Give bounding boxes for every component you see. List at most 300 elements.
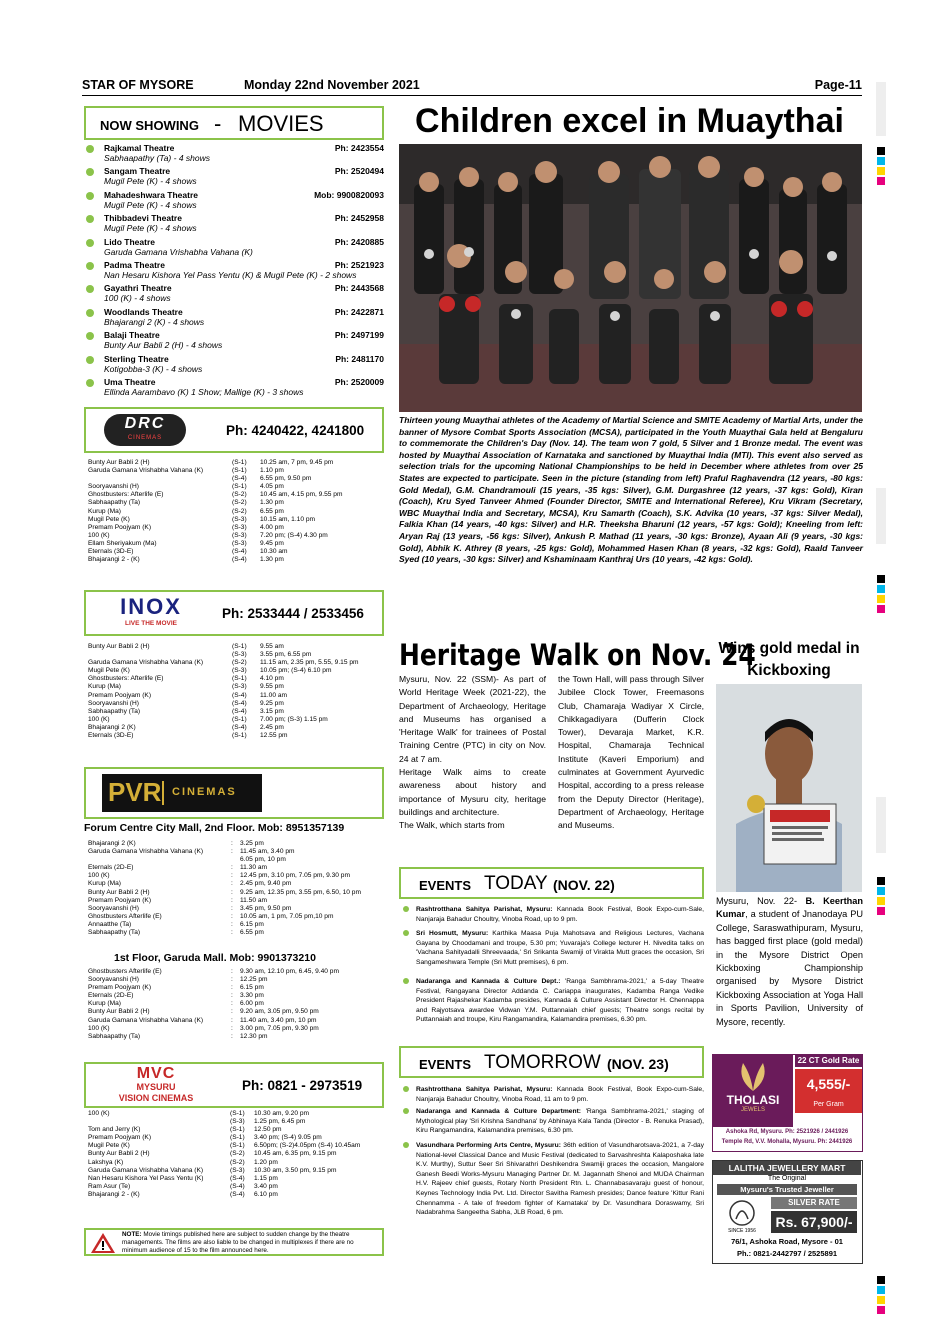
muaythai-photo: [399, 144, 862, 412]
issue-date: Monday 22nd November 2021: [244, 78, 420, 92]
warning-icon: [90, 1232, 116, 1254]
registration-mark: [877, 575, 885, 583]
theatre-entry: [84, 237, 384, 259]
events-today-title: TODAY: [484, 873, 548, 894]
theatre-films: Mugil Pete (K) - 4 shows: [104, 199, 197, 210]
muaythai-group-illustration: [399, 144, 862, 412]
schedule-screen: (S-1): [232, 483, 247, 491]
schedule-row: [88, 1175, 378, 1183]
schedule-times: 10.05 pm; (S-4) 6.10 pm: [260, 667, 332, 675]
schedule-row: [88, 659, 378, 667]
theatre-phone: Ph: 2481170: [335, 353, 384, 364]
registration-mark: [877, 1296, 885, 1304]
schedule-row: [88, 1142, 378, 1150]
schedule-times: 10.05 am, 1 pm, 7.05 pm,10 pm: [240, 912, 334, 920]
schedule-row: [88, 700, 378, 708]
schedule-screen: :: [231, 929, 233, 937]
schedule-screen: :: [231, 840, 233, 847]
theatre-films: Sabhaapathy (Ta) - 4 shows: [104, 153, 210, 163]
schedule-film: Premam Poojyam (K): [88, 523, 152, 531]
schedule-screen: (S-3): [232, 531, 247, 539]
schedule-row: [88, 992, 378, 1000]
schedule-screen: :: [231, 912, 233, 920]
tholasi-name: THOLASI: [726, 1093, 780, 1107]
schedule-film: Ghostbusters Afterlife (E): [88, 968, 162, 975]
kick-body: , a student of Jnanodaya PU College, Saraswathipuram, Mysuru, has bagged first place (gold medal) in the Mysore District Open Kickboxing Championship organised by Mysore District Kickboxing Association at Yoga Hall in Sports Pavilion, University of Mysore, recently.: [716, 909, 863, 1027]
lalitha-tagline: Mysuru's Trusted Jeweller: [717, 1184, 857, 1195]
event-item: [416, 905, 704, 924]
bullet-icon: [403, 1086, 409, 1092]
mvc-logo-name1: MYSURU: [136, 1082, 176, 1092]
events-today-label: EVENTS: [419, 878, 472, 893]
note-text: [122, 1231, 380, 1254]
kick-name: B. Keerthan Kumar: [716, 896, 863, 920]
theatre-name: Gayathri Theatre: [104, 283, 172, 294]
theatre-phone: Ph: 2497199: [334, 330, 384, 341]
theatre-phone: Ph: 2520009: [334, 377, 384, 387]
schedule-times: 12.25 pm: [240, 976, 268, 984]
bullet-icon: [86, 356, 94, 364]
event-item: [416, 929, 704, 967]
schedule-screen: (S-1): [232, 715, 247, 723]
schedule-film: Annaatthe (Ta): [88, 920, 132, 928]
schedule-film: Eternals (2D-E): [88, 992, 134, 1000]
pvr-location-2: 1st Floor, Garuda Mall. Mob: 9901373210: [114, 952, 316, 964]
schedule-times: 10.25 am, 7 pm, 9.45 pm: [260, 459, 334, 466]
schedule-times: 3.40 pm; (S-4) 9.05 pm: [254, 1134, 322, 1142]
schedule-film: 100 (K): [88, 531, 110, 539]
schedule-screen: (S-4): [232, 691, 247, 699]
schedule-row: [88, 499, 378, 507]
bullet-icon: [86, 192, 94, 200]
event-text: 36th edition of Vasundharotsava-2021, a 7-day National-level Classical Dance and Music Festival (dedicated to Sarvashreshta Kalaposhaka late K.V. Murthy), Suttur Seer Sri Shivarathri Deshikendra Swamiji graces the occasion, Mangalore Ganesh Beedi Works-Mysuru Managing Partner Dr. M. Jagannath Shenoi and MUDA Chairman H.V. Rajeev chief guests, Rotary North President Rtn. L. Channabasavaraju guest of honour, Keynes Technology India Pvt. Ltd. Director Savitha Ramesh presides; Dance feature 'Kittur Rani Chennamma - A tale of freedom fighter of Karnataka' by Dr. Vasundhara Doraswamy, Sri Nadabrahma Sangeetha Sabha, JLB Road, 6 pm.: [416, 1142, 704, 1217]
schedule-times: 10.30 am: [260, 548, 288, 556]
schedule-film: Mugil Pete (K): [88, 515, 130, 523]
schedule-times: 12.50 pm: [254, 1126, 282, 1134]
schedule-times: 6.10 pm: [254, 1190, 278, 1198]
schedule-film: Bhajarangi 2 (K): [88, 840, 136, 847]
schedule-row: [88, 667, 378, 675]
schedule-row: [88, 716, 378, 724]
bullet-icon: [86, 168, 94, 176]
lalitha-phone: Ph.: 0821-2442797 / 2525891: [736, 1249, 838, 1258]
theatre-entry: [84, 213, 384, 235]
schedule-times: 9.20 am, 3.05 pm, 9.50 pm: [240, 1008, 319, 1016]
schedule-row: [88, 1134, 378, 1142]
registration-mark: [877, 147, 885, 155]
bullet-icon: [403, 906, 409, 912]
drc-phone: Ph: 4240422, 4241800: [226, 423, 365, 438]
schedule-screen: (S-3): [232, 539, 247, 547]
theatre-phone: Mob: 9900820093: [314, 189, 384, 200]
bullet-icon: [403, 1142, 409, 1148]
schedule-film: Mugil Pete (K): [88, 1142, 130, 1150]
theatre-name: Woodlands Theatre: [104, 306, 183, 317]
schedule-screen: :: [231, 1016, 233, 1024]
schedule-screen: (S-1): [232, 467, 247, 475]
schedule-film: Garuda Gamana Vrishabha Vahana (K): [88, 1016, 204, 1024]
pvr-logo-divider: [162, 781, 164, 805]
schedule-screen: (S-4): [232, 548, 247, 556]
schedule-film: Garuda Gamana Vrishabha Vahana (K): [88, 467, 204, 475]
mvc-logo: [96, 1066, 216, 1106]
schedule-film: Ghostbusters: Afterlife (E): [88, 491, 164, 499]
event-text: 'Ranga Sambhrama-2021,' a 5-day Theatre Festival, Rangayana Director Addanda C. Cariappa inaugurates, Kadamba Ranga Vedike President Rajashekar Kadamba presides, Kannada & Culture Assistant Director H. Chennappa and Rajyotsava awardee Vidwan Y.M. Puttannaiah chief guests; Theatre songs recital by Puttannaiah and troupe, Kiru Rangamandira, Kalamandira premises, 6.30 pm.: [416, 978, 705, 1024]
tholasi-logo-panel: [713, 1055, 793, 1127]
schedule-screen: :: [231, 1000, 233, 1008]
schedule-times: 11.50 am: [240, 896, 268, 904]
kick-photo: [716, 684, 862, 892]
schedule-times: 3.45 pm, 9.50 pm: [240, 904, 292, 912]
schedule-times: 6.55 pm: [260, 507, 284, 515]
schedule-screen: (S-3): [232, 683, 247, 691]
schedule-screen: (S-1): [230, 1142, 245, 1150]
theatre-films: Mugil Pete (K) - 4 shows: [104, 223, 197, 234]
schedule-times: 6.55 pm: [240, 929, 264, 937]
bullet-icon: [86, 332, 94, 340]
events-tomorrow-header: [399, 1046, 704, 1078]
schedule-screen: (S-1): [230, 1110, 245, 1117]
schedule-times: 10.45 am, 6.35 pm, 9.15 pm: [254, 1150, 337, 1158]
event-item: [416, 1107, 704, 1136]
schedule-times: 4.10 pm: [260, 675, 284, 683]
note-box: [84, 1228, 384, 1256]
schedule-screen: (S-1): [232, 459, 247, 466]
schedule-screen: (S-2): [230, 1158, 245, 1166]
schedule-times: 12.45 pm, 3.10 pm, 7.05 pm, 9.30 pm: [240, 872, 350, 880]
schedule-film: Sabhaapathy (Ta): [88, 499, 141, 507]
bullet-icon: [86, 285, 94, 293]
schedule-row: [88, 872, 378, 880]
schedule-screen: (S-2): [232, 491, 247, 499]
schedule-row: [88, 548, 378, 556]
events-tomorrow-label: EVENTS: [419, 1057, 472, 1072]
theatre-name: Uma Theatre: [104, 377, 156, 387]
schedule-row: [88, 683, 378, 691]
events-today-date: (NOV. 22): [553, 877, 615, 893]
schedule-times: 4.05 pm: [260, 483, 284, 491]
event-lead: Nadaranga and Kannada & Culture Department:: [416, 1108, 582, 1115]
lalitha-rate-label: SILVER RATE: [771, 1197, 857, 1209]
lalitha-price: Rs. 67,900/-: [771, 1211, 857, 1233]
schedule-row: [88, 921, 378, 929]
schedule-times: 1.10 pm: [260, 467, 284, 475]
schedule-row: [88, 643, 378, 651]
schedule-screen: :: [231, 992, 233, 1000]
schedule-times: 7.20 pm; (S-4) 4.30 pm: [260, 531, 328, 539]
schedule-row: [88, 1025, 378, 1033]
lalitha-ad: [712, 1160, 863, 1264]
margin-strip: [876, 797, 886, 853]
theatre-entry: [84, 377, 384, 399]
schedule-times: 11.00 am: [260, 691, 288, 699]
schedule-film: Kurup (Ma): [88, 1000, 121, 1008]
schedule-row: [88, 540, 378, 548]
theatre-phone: Ph: 2520494: [334, 166, 384, 177]
theatre-films: Kotigobba-3 (K) - 4 shows: [104, 363, 203, 374]
heritage-col-1: Mysuru, Nov. 22 (SSM)- As part of World Heritage Week (2021-22), the Department of Archaeology, Heritage and Museums has organised a 'Heritage Walk' for trainees of Postal Training Centre (PTC) in city on Nov. 24 at 7 am. Heritage Walk aims to create awareness about history and importance of Mysuru city, heritage buildings and architecture. The Walk, which starts from: [399, 674, 546, 831]
schedule-row: [88, 532, 378, 540]
theatre-name: Mahadeshwara Theatre: [104, 189, 199, 200]
schedule-row: [88, 1000, 378, 1008]
bullet-icon: [86, 239, 94, 247]
tholasi-ad: [712, 1054, 863, 1152]
schedule-film: Kurup (Ma): [88, 683, 121, 691]
registration-mark: [877, 177, 885, 185]
schedule-film: Sabhaapathy (Ta): [88, 929, 141, 937]
theatre-films: Ellinda Aarambavo (K) 1 Show; Mallige (K) - 3 shows: [104, 387, 304, 397]
schedule-times: 11.45 am, 3.40 pm: [240, 848, 295, 856]
paper-name: STAR OF MYSORE: [82, 78, 194, 92]
pvr-logo-sub: CINEMAS: [172, 786, 237, 798]
schedule-film: Garuda Gamana Vrishabha Vahana (K): [88, 659, 204, 667]
schedule-screen: :: [231, 1024, 233, 1032]
schedule-film: Bhajarangi 2 - (K): [88, 1190, 140, 1198]
schedule-times: 10.45 am, 4.15 pm, 9.55 pm: [260, 491, 343, 499]
bullet-icon: [403, 930, 409, 936]
lalitha-emblem-icon: [727, 1199, 757, 1227]
heritage-headline: Heritage Walk on Nov. 24: [399, 638, 756, 672]
schedule-row: [88, 556, 378, 564]
theatre-films: Mugil Pete (K) - 4 shows: [104, 176, 197, 187]
schedule-screen: :: [231, 976, 233, 984]
schedule-film: Premam Poojyam (K): [88, 691, 152, 699]
schedule-film: Sooryavanshi (H): [88, 699, 139, 707]
schedule-film: Bhajarangi 2 (K): [88, 723, 136, 731]
schedule-row: [88, 1167, 378, 1175]
schedule-screen: (S-1): [232, 643, 247, 650]
mvc-phone: Ph: 0821 - 2973519: [242, 1078, 363, 1093]
registration-mark: [877, 585, 885, 593]
theatre-name: Padma Theatre: [104, 260, 165, 270]
schedule-screen: (S-4): [230, 1190, 245, 1198]
schedule-row: [88, 848, 378, 856]
lalitha-name: LALITHA JEWELLERY MART: [713, 1161, 861, 1175]
event-text: Kannada Book Festival, Book Expo-cum-Sale, Nanjaraja Bahadur Choultry, Vinoba Road, up to 9 pm.: [416, 906, 705, 923]
inox-header: [84, 590, 384, 636]
schedule-film: Premam Poojyam (K): [88, 984, 152, 992]
schedule-screen: (S-1): [230, 1134, 245, 1142]
schedule-screen: :: [231, 904, 233, 912]
schedule-film: Mugil Pete (K): [88, 667, 130, 675]
theatre-phone: Ph: 2420885: [334, 236, 384, 247]
schedule-times: 11.40 am, 3.40 pm, 10 pm: [240, 1016, 317, 1024]
muaythai-caption: Thirteen young Muaythai athletes of the Academy of Martial Science and SMITE Academy of Martial Arts, under the banner of Mysore Combat Sports Association (MCSA), participated in the Youth Muaythai Gala held at Bengaluru to commemorate the Children's Day (Nov. 14). The team won 7 gold, 5 Silver and 1 Bronze medal. The event was hosted by Muaythai Association of Karnataka and sanctioned by Muaythai India (MTI). This event also served as selection trials for the upcoming National Championships to be held in December where athletes from over 25 States are expected to participate. Seen in the picture (standing from left) Praful Raghavendra (12 years, -80 kgs: Gold Medal), G.M. Chandramouli (15 years, -35 kgs: Silver), G.M. Durgashree (12 years, -37 kgs: Gold), Kiran (Coach), Kru Syed Tanveer Ahmed (Founder Director, SMITE and International Referee), Kru Vikram (Secretary, WBC Muaythai India and Secretary, MCSA), Kru Samarth (Coach), S.K. Advika (10 years, -37 kgs: Silver Medal), Falkia Khan (14 years, -40 kgs: Silver) and H.R. Theeksha Bharuni (12 years, -57 kgs: Gold); Kneeling from left: Aryan Raj (13 years, -56 kgs: Silver), Ankush P. Mathad (11 years, -30 kgs: Bronze), Ayaan Ali (9 years, -30 kgs: Gold), Abhik K. Athrey (8 years, -25 kgs: Gold), Mohammed Hasen Khan (8 years, -32 kgs: Gold), Raald Tanveer Syed (10 years, -30 kgs: Silver) and Kshaminaam Kanthraj Urs (10 years, -42 kgs: Gold).: [399, 415, 863, 565]
now-showing-header: [84, 106, 384, 140]
schedule-screen: (S-3): [232, 651, 247, 659]
schedule-row: [88, 1017, 378, 1025]
event-lead: Vasundhara Performing Arts Centre, Mysuru:: [416, 1142, 561, 1149]
event-item: [416, 1085, 704, 1104]
schedule-times: 7.00 pm; (S-3) 1.15 pm: [260, 715, 328, 723]
schedule-times: 3.15 pm: [260, 707, 284, 715]
registration-mark: [877, 595, 885, 603]
mvc-logo-name2: VISION CINEMAS: [118, 1093, 194, 1103]
inox-logo-sub: LIVE THE MOVIE: [124, 620, 177, 627]
theatre-phone: Ph: 2422871: [334, 306, 384, 317]
schedule-film: Sooryavanshi (H): [88, 976, 139, 984]
lalitha-addr: 76/1, Ashoka Road, Mysore - 01: [731, 1237, 843, 1246]
registration-mark: [877, 877, 885, 885]
theatre-name: Sangam Theatre: [104, 166, 171, 177]
schedule-film: Ellam Sheriyakum (Ma): [88, 539, 157, 547]
schedule-times: 10.30 am, 3.50 pm, 9.15 pm: [254, 1166, 337, 1174]
theatre-phone: Ph: 2452958: [334, 213, 384, 224]
schedule-film: Eternals (2D-E): [88, 864, 134, 872]
schedule-screen: (S-1): [230, 1126, 245, 1134]
schedule-screen: :: [231, 888, 233, 896]
schedule-row: [88, 724, 378, 732]
schedule-film: Sabhaapathy (Ta): [88, 707, 141, 715]
schedule-screen: (S-4): [232, 699, 247, 707]
schedule-film: Kurup (Ma): [88, 880, 121, 888]
schedule-times: 9.30 am, 12.10 pm, 6.45, 9.40 pm: [240, 968, 339, 975]
schedule-row: [88, 483, 378, 491]
schedule-screen: :: [231, 1008, 233, 1016]
pvr-logo-text: PVR: [108, 777, 162, 807]
theatre-name: Sterling Theatre: [104, 353, 169, 364]
bullet-icon: [403, 1108, 409, 1114]
theatre-phone: Ph: 2443568: [334, 283, 384, 294]
schedule-screen: (S-4): [230, 1182, 245, 1190]
theatre-phone: Ph: 2521923: [334, 260, 384, 270]
schedule-row: [88, 1110, 378, 1118]
schedule-screen: (S-2): [232, 659, 247, 667]
schedule-screen: :: [231, 848, 233, 856]
schedule-row: [88, 905, 378, 913]
schedule-row: [88, 491, 378, 499]
schedule-screen: (S-2): [230, 1150, 245, 1158]
drc-logo-sub: CINEMAS: [127, 435, 163, 441]
schedule-row: [88, 864, 378, 872]
schedule-row: [88, 1033, 378, 1041]
bullet-icon: [86, 379, 94, 387]
events-today-header: [399, 867, 704, 899]
schedule-times: 11.15 am, 2.35 pm, 5.55, 9.15 pm: [260, 659, 359, 667]
schedule-times: 9.25 am, 12.35 pm, 3.55 pm, 6.50, 10 pm: [240, 888, 361, 896]
margin-strip: [876, 488, 886, 544]
heritage-col-2: the Town Hall, will pass through Silver Jubilee Clock Tower, Freemasons Club, Chamaraja Wadiyar X Circle, Chikkagadiyara (Dufferin Clock Tower), Devaraja Market, K.R. Hospital, Chamaraja Technical Institute (Kaveri Emporium) and culminates at Government Ayurvedic Hospital, according to a press release from the Deputy Director (Heritage), Department of Archaeology, Heritage and Museums.: [558, 674, 704, 831]
schedule-times: 3.40 pm: [254, 1182, 278, 1190]
schedule-screen: :: [231, 920, 233, 928]
schedule-times: 1.15 pm: [254, 1174, 278, 1182]
schedule-times: 6.55 pm, 9.50 pm: [260, 475, 312, 483]
event-item: [416, 1141, 704, 1218]
theatre-films: Bhajarangi 2 (K) - 4 shows: [104, 316, 205, 327]
events-tomorrow-date: (NOV. 23): [607, 1056, 669, 1072]
schedule-film: Premam Poojyam (K): [88, 896, 152, 904]
event-lead: Nadaranga and Kannada & Culture Dept.:: [416, 978, 561, 985]
schedule-screen: (S-4): [232, 723, 247, 731]
lalitha-sub: The Original: [767, 1175, 807, 1182]
schedule-row: [88, 976, 378, 984]
inox-logo-text: INOX: [120, 594, 182, 619]
tholasi-price: 4,555/-: [795, 1069, 862, 1113]
note-lead: NOTE:: [122, 1231, 142, 1238]
schedule-film: Sooryavanshi (H): [88, 483, 139, 491]
schedule-row: [88, 897, 378, 905]
schedule-film: 100 (K): [88, 1110, 110, 1117]
schedule-row: [88, 467, 378, 475]
schedule-row: [88, 692, 378, 700]
schedule-film: Nan Hesaru Kishora Yel Pass Yentu (K): [88, 1174, 204, 1182]
now-showing-title: MOVIES: [238, 111, 324, 136]
margin-strip: [876, 82, 886, 136]
schedule-film: Bunty Aur Babli 2 (H): [88, 888, 150, 896]
schedule-screen: (S-1): [232, 675, 247, 683]
tholasi-addr1: Ashoka Rd, Mysuru. Ph: 2521926 / 2441926: [725, 1129, 849, 1135]
theatre-name: Rajkamal Theatre: [104, 143, 175, 153]
theatre-entry: [84, 330, 384, 352]
schedule-screen: :: [231, 864, 233, 872]
schedule-times: 11.30 am: [240, 864, 268, 872]
schedule-times: 10.30 am, 9.20 pm: [254, 1110, 309, 1117]
registration-mark: [877, 907, 885, 915]
schedule-times: 4.00 pm: [260, 523, 284, 531]
registration-mark: [877, 1306, 885, 1314]
schedule-times: 3.00 pm, 7.05 pm, 9.30 pm: [240, 1024, 319, 1032]
registration-mark: [877, 1276, 885, 1284]
schedule-row: [88, 929, 378, 937]
schedule-screen: (S-4): [232, 707, 247, 715]
event-lead: Sri Hosmutt, Mysuru:: [416, 930, 489, 937]
registration-mark: [877, 167, 885, 175]
schedule-times: 3.30 pm: [240, 992, 264, 1000]
note-body: Movie timings published here are subject to sudden change by the theatre managements. The films are also liable to be changed in multiplexes if there are no minimum audience of 15 to the film announced here.: [122, 1231, 354, 1254]
schedule-row: [88, 508, 378, 516]
schedule-row: [88, 984, 378, 992]
schedule-film: Tom and Jerry (K): [88, 1126, 141, 1134]
schedule-film: Eternals (3D-E): [88, 732, 134, 740]
schedule-film: Premam Poojyam (K): [88, 1134, 152, 1142]
schedule-screen: (S-1): [232, 732, 247, 740]
masthead: [82, 78, 862, 96]
theatre-films: Nan Hesaru Kishora Yel Pass Yentu (K) & Mugil Pete (K) - 2 shows: [104, 270, 357, 280]
kick-illustration: [716, 684, 862, 892]
now-showing-label: NOW SHOWING: [100, 118, 199, 133]
theatre-phone: Ph: 2423554: [334, 143, 384, 153]
theatre-entry: [84, 307, 384, 329]
schedule-screen: :: [231, 872, 233, 880]
schedule-screen: (S-4): [232, 556, 247, 564]
schedule-row: [88, 1150, 378, 1158]
theatre-entry: [84, 354, 384, 376]
schedule-row: [88, 524, 378, 532]
schedule-times: 10.15 am, 1.10 pm: [260, 515, 315, 523]
event-text: 'Ranga Sambhrama-2021,' staging of Mythological play 'Sri Krishna Sandhana' by Abhinaya Kala Tanda (Director - B. Renuka Prasad), Kiru Rangamandira, Kalamandira premises, 6.30 pm.: [416, 1108, 704, 1135]
theatre-films: Garuda Gamana Vrishabha Vahana (K): [104, 246, 253, 257]
tholasi-peacock-icon: [733, 1059, 773, 1093]
schedule-times: 9.45 pm: [260, 539, 284, 547]
schedule-times: 9.55 pm: [260, 683, 284, 691]
schedule-times: 1.30 pm: [260, 499, 284, 507]
schedule-row: [88, 675, 378, 683]
schedule-row: [88, 475, 378, 483]
drc-logo-text: DRC: [124, 415, 166, 432]
schedule-screen: (S-3): [232, 515, 247, 523]
schedule-screen: (S-2): [232, 507, 247, 515]
theatre-entry: [84, 166, 384, 188]
theatre-name: Lido Theatre: [104, 236, 156, 247]
tholasi-tag: 22 CT Gold Rate: [795, 1055, 862, 1067]
schedule-screen: :: [231, 968, 233, 975]
schedule-row: [88, 913, 378, 921]
schedule-film: 100 (K): [88, 715, 110, 723]
schedule-film: Garuda Gamana Vrishabha Vahana (K): [88, 848, 204, 856]
event-lead: Rashtrotthana Sahitya Parishat, Mysuru:: [416, 1086, 553, 1093]
schedule-film: Garuda Gamana Vrishabha Vahana (K): [88, 1166, 204, 1174]
schedule-row: [88, 732, 378, 740]
